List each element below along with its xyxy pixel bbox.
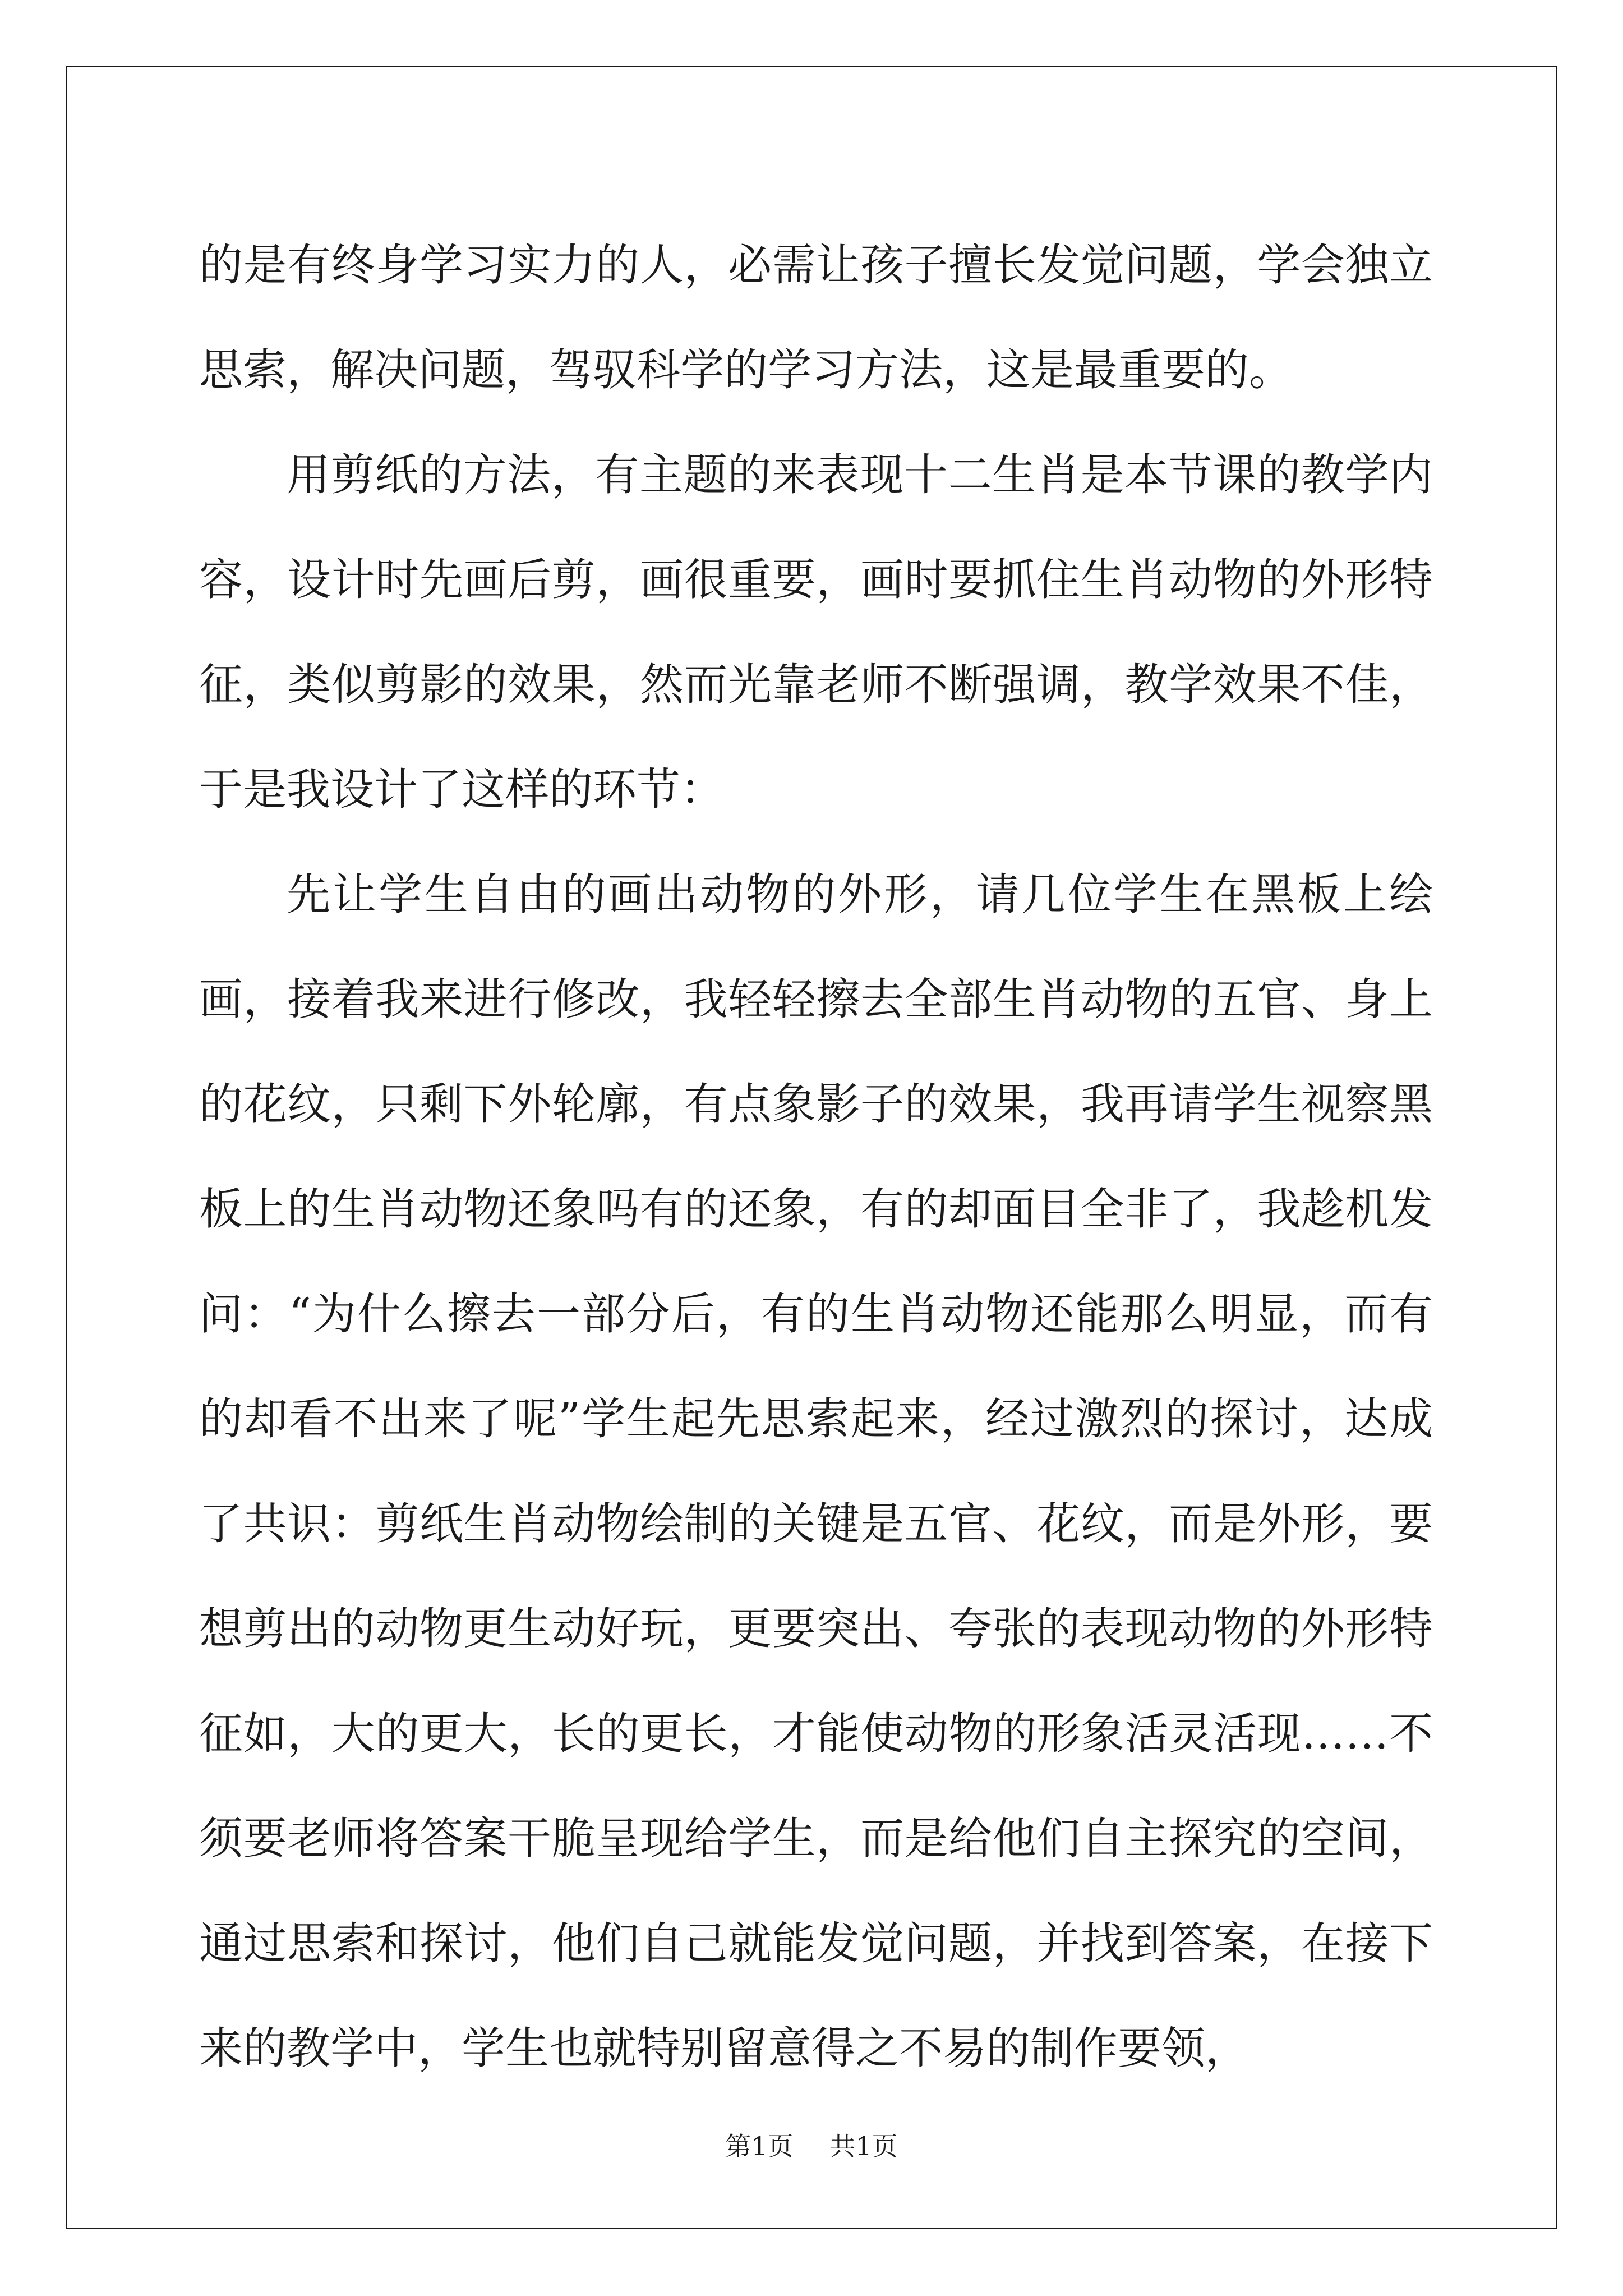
paragraph: 先让学生自由的画出动物的外形，请几位学生在黑板上绘画，接着我来进行修改，我轻轻擦去全部生肖动物的五官、身上的花纹，只剩下外轮廓，有点象影子的效果，我再请学生视察黑板上的生肖动物还象吗有的还象，有的却面目全非了，我趁机发问：“为什么擦去一部分后，有的生肖动物还能那么明显，而有的却看不出来了呢”学生起先思索起来，经过激烈的探讨，达成了共识：剪纸生肖动物绘制的关键是五官、花纹，而是外形，要想剪出的动物更生动好玩，更要突出、夸张的表现动物的外形特征如，大的更大，长的更长，才能使动物的形象活灵活现……不须要老师将答案干脆呈现给学生，而是给他们自主探究的空间，通过思索和探讨，他们自己就能发觉问题，并找到答案，在接下来的教学中，学生也就特别留意得之不易的制作要领， <box>199 869 1433 2074</box>
page-number: 第1页 <box>725 2131 794 2161</box>
page-total: 共1页 <box>829 2131 898 2161</box>
document-body <box>199 213 1433 2101</box>
page-footer <box>0 2126 1623 2163</box>
paragraph: 用剪纸的方法，有主题的来表现十二生肖是本节课的教学内容，设计时先画后剪，画很重要，画时要抓住生肖动物的外形特征，类似剪影的效果，然而光靠老师不断强调，教学效果不佳，于是我设计了这样的环节： <box>199 450 1433 815</box>
paragraph-continued: 的是有终身学习实力的人，必需让孩子擅长发觉问题，学会独立思索，解决问题，驾驭科学的学习方法，这是最重要的。 <box>199 240 1433 395</box>
